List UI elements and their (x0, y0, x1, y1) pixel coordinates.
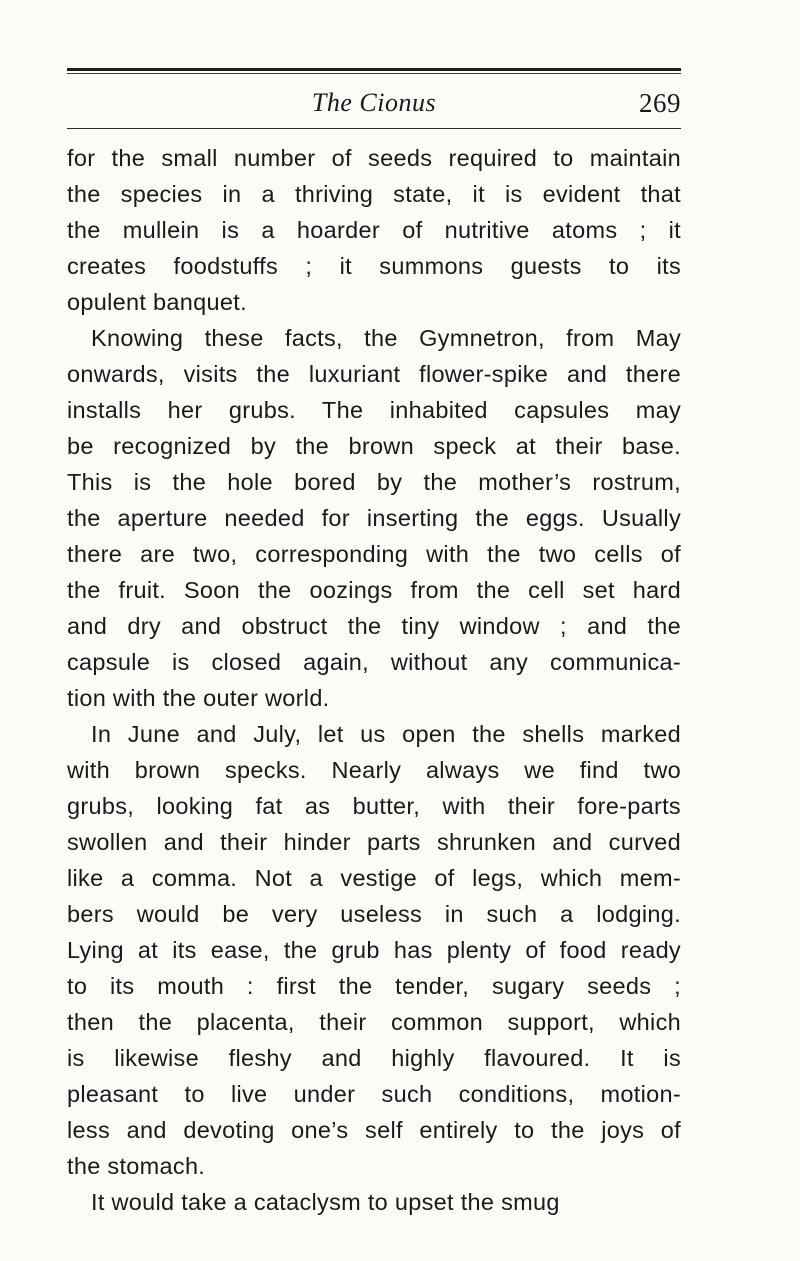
text-line: for the small number of seeds required to maintain (67, 145, 681, 171)
text-line: to its mouth : first the tender, sugary seeds ; (67, 973, 681, 999)
page-number: 269 (639, 88, 681, 118)
text-line: Lying at its ease, the grub has plenty of food ready (67, 937, 681, 963)
running-head-title: The Cionus (311, 88, 437, 117)
text-line: In June and July, let us open the shells marked (91, 721, 681, 747)
running-head (67, 86, 681, 126)
text-line: tion with the outer world. (67, 685, 330, 711)
running-head-rule (67, 128, 681, 129)
text-line: swollen and their hinder parts shrunken and curved (67, 829, 681, 855)
text-line: be recognized by the brown speck at their base. (67, 433, 681, 459)
text-line: It would take a cataclysm to upset the smug (91, 1189, 560, 1215)
text-line: the aperture needed for inserting the eggs. Usually (67, 505, 681, 531)
top-rule-thin (67, 73, 681, 74)
text-line: This is the hole bored by the mother’s rostrum, (67, 469, 681, 495)
text-line: Knowing these facts, the Gymnetron, from May (91, 325, 681, 351)
text-line: the mullein is a hoarder of nutritive atoms ; it (67, 217, 681, 243)
text-line: and dry and obstruct the tiny window ; and the (67, 613, 681, 639)
text-line: pleasant to live under such conditions, motion- (67, 1081, 681, 1107)
text-line: grubs, looking fat as butter, with their fore-parts (67, 793, 681, 819)
text-line: less and devoting one’s self entirely to the joys of (67, 1117, 681, 1143)
text-line: capsule is closed again, without any communica- (67, 649, 681, 675)
text-line: like a comma. Not a vestige of legs, which mem- (67, 865, 681, 891)
top-rule-thick (67, 68, 681, 71)
text-line: onwards, visits the luxuriant flower-spike and there (67, 361, 681, 387)
text-line: with brown specks. Nearly always we find two (67, 757, 681, 783)
body-text (67, 140, 681, 1220)
text-line: creates foodstuffs ; it summons guests to its (67, 253, 681, 279)
text-line: there are two, corresponding with the two cells of (67, 541, 681, 567)
text-line: the species in a thriving state, it is evident that (67, 181, 681, 207)
text-line: then the placenta, their common support, which (67, 1009, 681, 1035)
text-line: is likewise fleshy and highly flavoured. It is (67, 1045, 681, 1071)
text-line: the fruit. Soon the oozings from the cell set hard (67, 577, 681, 603)
text-line: bers would be very useless in such a lodging. (67, 901, 681, 927)
text-line: opulent banquet. (67, 289, 247, 315)
text-line: installs her grubs. The inhabited capsules may (67, 397, 681, 423)
text-line: the stomach. (67, 1153, 206, 1179)
